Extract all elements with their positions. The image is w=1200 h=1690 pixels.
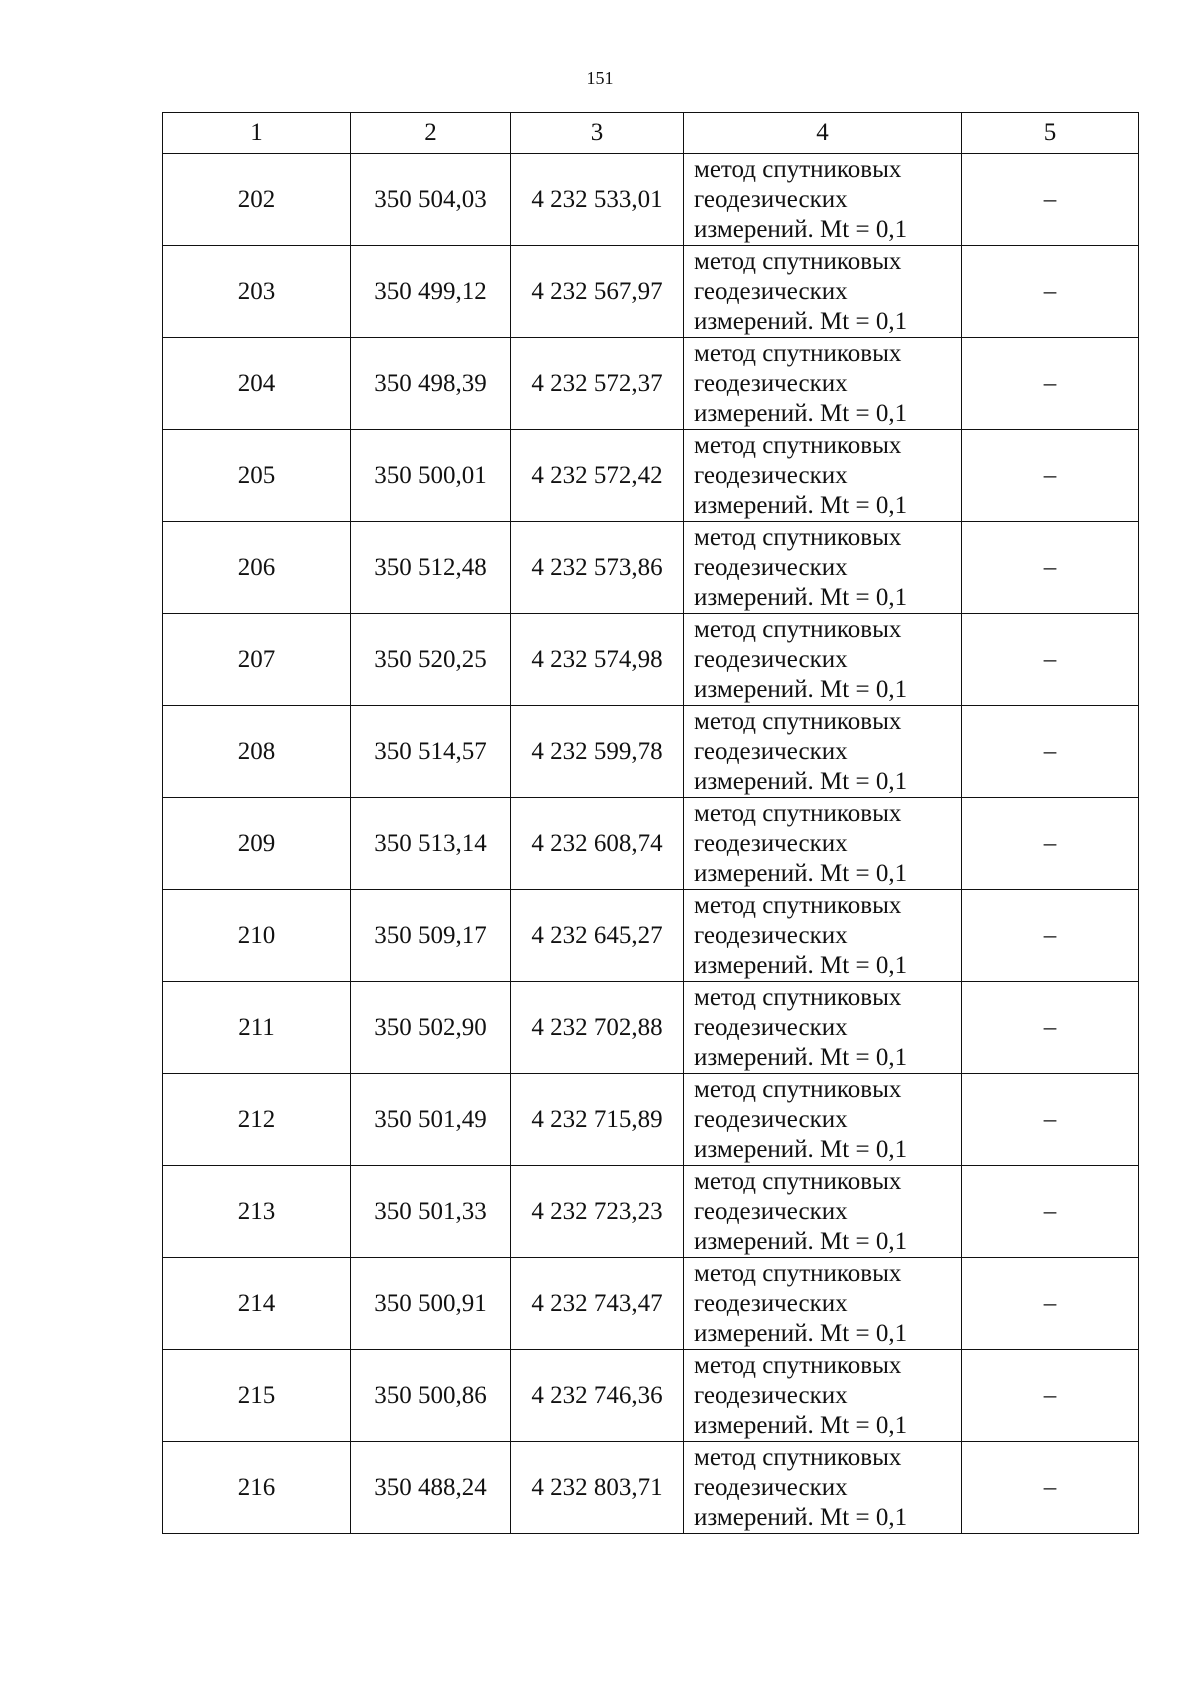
table-row: [163, 706, 1139, 798]
x-coordinate-cell: 350 499,12: [351, 246, 511, 338]
method-cell: [684, 798, 962, 890]
coordinates-table-body: [163, 113, 1139, 1534]
method-text: метод спутниковых геодезических измерений. Mt = 0,1: [694, 155, 908, 243]
y-coordinate-cell: 4 232 645,27: [511, 890, 684, 982]
note-cell: –: [962, 1258, 1139, 1350]
method-cell: [684, 982, 962, 1074]
method-text: метод спутниковых геодезических измерений. Mt = 0,1: [694, 247, 908, 335]
x-coordinate-cell: 350 512,48: [351, 522, 511, 614]
point-number-cell: 216: [163, 1442, 351, 1534]
note-cell: –: [962, 1350, 1139, 1442]
x-coordinate-cell: 350 514,57: [351, 706, 511, 798]
note-cell: –: [962, 1074, 1139, 1166]
y-coordinate-cell: 4 232 574,98: [511, 614, 684, 706]
table-row: [163, 522, 1139, 614]
y-coordinate-cell: 4 232 723,23: [511, 1166, 684, 1258]
point-number-cell: 206: [163, 522, 351, 614]
table-row: [163, 614, 1139, 706]
x-coordinate-cell: 350 500,86: [351, 1350, 511, 1442]
table-row: [163, 890, 1139, 982]
point-number-cell: 210: [163, 890, 351, 982]
header-cell: 5: [962, 113, 1139, 154]
table-row: [163, 1350, 1139, 1442]
y-coordinate-cell: 4 232 567,97: [511, 246, 684, 338]
y-coordinate-cell: 4 232 608,74: [511, 798, 684, 890]
method-cell: [684, 890, 962, 982]
note-cell: –: [962, 706, 1139, 798]
y-coordinate-cell: 4 232 803,71: [511, 1442, 684, 1534]
method-cell: [684, 1442, 962, 1534]
method-cell: [684, 246, 962, 338]
y-coordinate-cell: 4 232 572,42: [511, 430, 684, 522]
table-row: [163, 430, 1139, 522]
method-text: метод спутниковых геодезических измерений. Mt = 0,1: [694, 1443, 908, 1531]
note-cell: –: [962, 154, 1139, 246]
method-cell: [684, 1350, 962, 1442]
table-row: [163, 1258, 1139, 1350]
table-header-row: [163, 113, 1139, 154]
point-number-cell: 208: [163, 706, 351, 798]
note-cell: –: [962, 982, 1139, 1074]
y-coordinate-cell: 4 232 715,89: [511, 1074, 684, 1166]
x-coordinate-cell: 350 498,39: [351, 338, 511, 430]
method-cell: [684, 522, 962, 614]
point-number-cell: 209: [163, 798, 351, 890]
x-coordinate-cell: 350 488,24: [351, 1442, 511, 1534]
table-row: [163, 1442, 1139, 1534]
header-cell: 4: [684, 113, 962, 154]
note-cell: –: [962, 890, 1139, 982]
header-cell: 3: [511, 113, 684, 154]
x-coordinate-cell: 350 501,33: [351, 1166, 511, 1258]
method-cell: [684, 614, 962, 706]
method-cell: [684, 430, 962, 522]
x-coordinate-cell: 350 509,17: [351, 890, 511, 982]
table-row: [163, 1166, 1139, 1258]
table-row: [163, 798, 1139, 890]
method-cell: [684, 1258, 962, 1350]
header-cell: 1: [163, 113, 351, 154]
x-coordinate-cell: 350 513,14: [351, 798, 511, 890]
method-cell: [684, 154, 962, 246]
table-row: [163, 982, 1139, 1074]
method-cell: [684, 338, 962, 430]
point-number-cell: 212: [163, 1074, 351, 1166]
method-text: метод спутниковых геодезических измерений. Mt = 0,1: [694, 1351, 908, 1439]
y-coordinate-cell: 4 232 573,86: [511, 522, 684, 614]
x-coordinate-cell: 350 520,25: [351, 614, 511, 706]
table-row: [163, 1074, 1139, 1166]
table-row: [163, 338, 1139, 430]
method-text: метод спутниковых геодезических измерений. Mt = 0,1: [694, 1259, 908, 1347]
note-cell: –: [962, 1166, 1139, 1258]
x-coordinate-cell: 350 504,03: [351, 154, 511, 246]
method-text: метод спутниковых геодезических измерений. Mt = 0,1: [694, 339, 908, 427]
method-text: метод спутниковых геодезических измерений. Mt = 0,1: [694, 1075, 908, 1163]
x-coordinate-cell: 350 500,01: [351, 430, 511, 522]
y-coordinate-cell: 4 232 702,88: [511, 982, 684, 1074]
point-number-cell: 215: [163, 1350, 351, 1442]
y-coordinate-cell: 4 232 746,36: [511, 1350, 684, 1442]
method-text: метод спутниковых геодезических измерений. Mt = 0,1: [694, 891, 908, 979]
method-text: метод спутниковых геодезических измерений. Mt = 0,1: [694, 799, 908, 887]
point-number-cell: 202: [163, 154, 351, 246]
point-number-cell: 205: [163, 430, 351, 522]
table-row: [163, 246, 1139, 338]
point-number-cell: 203: [163, 246, 351, 338]
y-coordinate-cell: 4 232 533,01: [511, 154, 684, 246]
coordinates-table: [162, 112, 1139, 1534]
point-number-cell: 211: [163, 982, 351, 1074]
note-cell: –: [962, 522, 1139, 614]
note-cell: –: [962, 614, 1139, 706]
method-text: метод спутниковых геодезических измерений. Mt = 0,1: [694, 615, 908, 703]
method-cell: [684, 1166, 962, 1258]
method-text: метод спутниковых геодезических измерений. Mt = 0,1: [694, 1167, 908, 1255]
method-text: метод спутниковых геодезических измерений. Mt = 0,1: [694, 983, 908, 1071]
table-row: [163, 154, 1139, 246]
note-cell: –: [962, 246, 1139, 338]
method-text: метод спутниковых геодезических измерений. Mt = 0,1: [694, 523, 908, 611]
note-cell: –: [962, 430, 1139, 522]
y-coordinate-cell: 4 232 599,78: [511, 706, 684, 798]
note-cell: –: [962, 1442, 1139, 1534]
method-cell: [684, 1074, 962, 1166]
x-coordinate-cell: 350 501,49: [351, 1074, 511, 1166]
note-cell: –: [962, 338, 1139, 430]
header-cell: 2: [351, 113, 511, 154]
method-cell: [684, 706, 962, 798]
point-number-cell: 204: [163, 338, 351, 430]
method-text: метод спутниковых геодезических измерений. Mt = 0,1: [694, 431, 908, 519]
point-number-cell: 214: [163, 1258, 351, 1350]
method-text: метод спутниковых геодезических измерений. Mt = 0,1: [694, 707, 908, 795]
point-number-cell: 207: [163, 614, 351, 706]
note-cell: –: [962, 798, 1139, 890]
x-coordinate-cell: 350 502,90: [351, 982, 511, 1074]
page-number: 151: [586, 68, 614, 88]
y-coordinate-cell: 4 232 743,47: [511, 1258, 684, 1350]
y-coordinate-cell: 4 232 572,37: [511, 338, 684, 430]
x-coordinate-cell: 350 500,91: [351, 1258, 511, 1350]
point-number-cell: 213: [163, 1166, 351, 1258]
